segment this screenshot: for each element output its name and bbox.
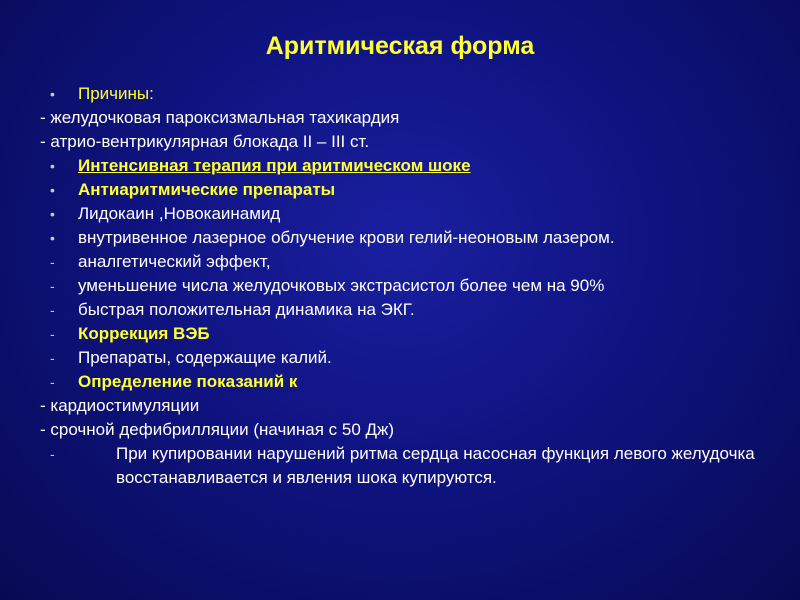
dash-marker: - [50, 446, 55, 462]
list-item-text: - кардиостимуляции [40, 396, 200, 415]
list-item-text: Определение показаний к [78, 372, 298, 391]
dash-marker: - [50, 350, 55, 366]
bullet-marker: • [50, 86, 55, 102]
dash-marker: - [50, 302, 55, 318]
dash-marker: - [50, 278, 55, 294]
dash-marker: - [50, 374, 55, 390]
list-item [40, 250, 780, 274]
bullet-marker: • [50, 230, 55, 246]
list-item [40, 394, 780, 418]
list-item [40, 442, 780, 490]
list-item-text: Лидокаин ,Новокаинамид [78, 204, 281, 223]
bullet-marker: • [50, 182, 55, 198]
list-item-text: Коррекция ВЭБ [78, 324, 210, 343]
bullet-marker: • [50, 206, 55, 222]
bullet-marker: • [50, 158, 55, 174]
list-item-text: - срочной дефибрилляции (начиная с 50 Дж) [40, 420, 395, 439]
list-item [40, 322, 780, 346]
dash-marker: - [50, 254, 55, 270]
list-item [40, 130, 780, 154]
list-item-text: Причины: [78, 84, 154, 103]
slide-title: Аритмическая форма [265, 32, 535, 60]
list-item-text: внутривенное лазерное облучение крови гелий-неоновым лазером. [78, 228, 615, 247]
list-item [40, 202, 780, 226]
list-item [40, 370, 780, 394]
list-item-text: аналгетический эффект, [78, 252, 271, 271]
list-item [40, 226, 780, 250]
list-item-text: - атрио-вентрикулярная блокада II – III ст. [40, 132, 370, 151]
list-item-text: уменьшение числа желудочковых экстрасистол более чем на 90% [78, 276, 605, 295]
list-item-text: Препараты, содержащие калий. [78, 348, 332, 367]
list-item [40, 154, 780, 178]
list-item [40, 178, 780, 202]
list-item-text: При купировании нарушений ритма сердца насосная функция левого желудочка восстанавливается и явления шока купируются. [116, 444, 755, 487]
list-item-text: Антиаритмические препараты [78, 180, 336, 199]
list-item [40, 418, 780, 442]
list-item [40, 106, 780, 130]
content-list [40, 82, 780, 490]
list-item-text: Интенсивная терапия при аритмическом шоке [78, 156, 471, 175]
list-item-text: быстрая положительная динамика на ЭКГ. [78, 300, 415, 319]
list-item [40, 346, 780, 370]
list-item-text: - желудочковая пароксизмальная тахикардия [40, 108, 400, 127]
list-item [40, 274, 780, 298]
dash-marker: - [50, 326, 55, 342]
list-item [40, 82, 780, 106]
list-item [40, 298, 780, 322]
